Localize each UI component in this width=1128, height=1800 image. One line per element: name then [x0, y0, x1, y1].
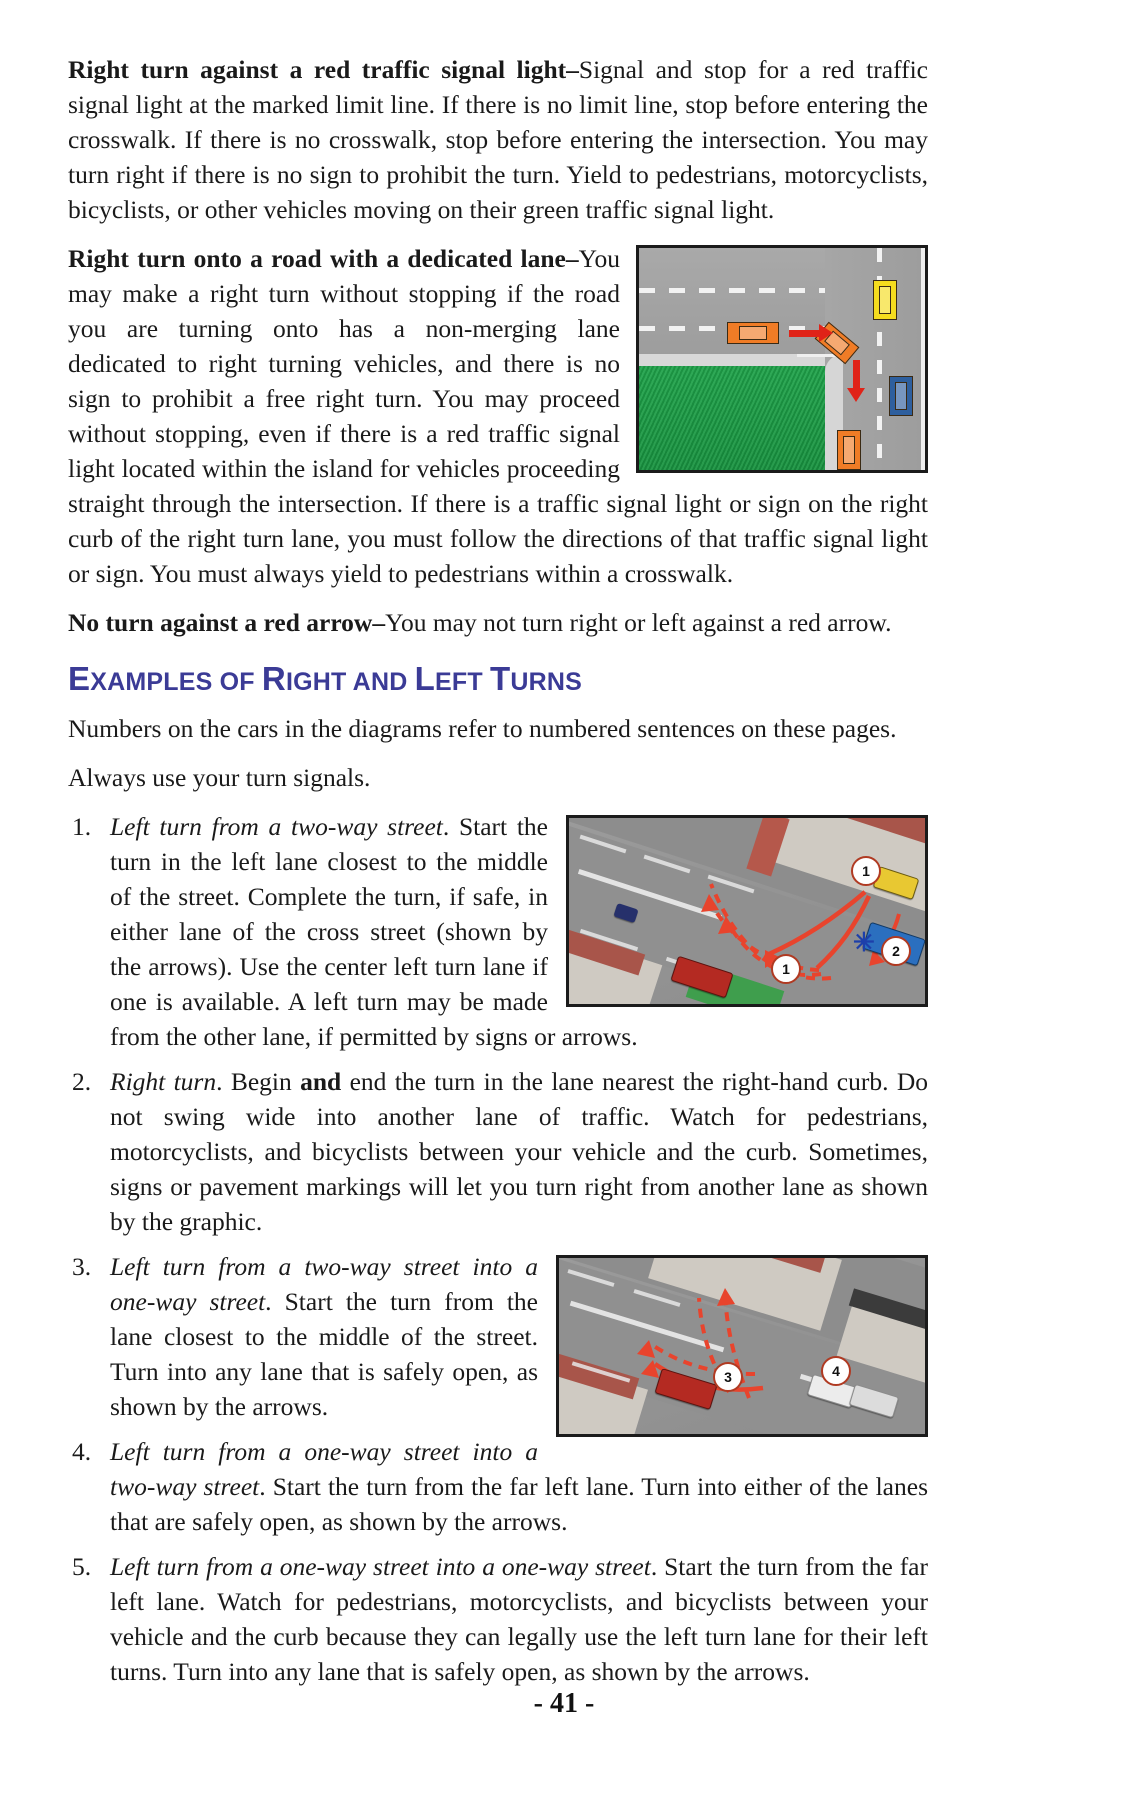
- car-blue-down: [889, 376, 913, 416]
- heading-cap-e: E: [68, 660, 91, 697]
- paragraph-lead-label: Right turn onto a road with a dedicated lane: [68, 244, 566, 273]
- car-yellow-crossing: [873, 280, 897, 320]
- grass-area: [639, 366, 825, 473]
- asterisk-marker: ✳: [853, 928, 875, 957]
- page-section-heading: [68, 660, 928, 697]
- list-item-body-post: end the turn in the lane nearest the right-hand curb. Do not swing wide into another lane of traffic. Watch for pedestrians, motorcyclists, and bicyclists between your vehicle and the curb. Sometimes, signs or pavement markings will let you turn right from another lane as shown by the graphic.: [110, 1067, 928, 1236]
- list-item-title: Left turn from a two-way street: [110, 812, 443, 841]
- section-intro-line-1: Numbers on the cars in the diagrams refer to numbered sentences on these pages.: [68, 714, 897, 743]
- arrow-right-icon: [789, 330, 819, 337]
- list-item-title: Left turn from a one-way street into a two-way street: [110, 1437, 538, 1501]
- badge-3: 3: [713, 1362, 743, 1392]
- page-content: [68, 52, 928, 1699]
- edge-line-right: [921, 248, 925, 473]
- list-item-body-pre: . Begin: [216, 1067, 301, 1096]
- numbered-turn-examples: [68, 809, 928, 1689]
- list-item-body: . Start the turn in the left lane closest to the middle of the street. Complete the turn, if safe, in either lane of the cross street (shown by the arrows). Use the center left turn lane if one is available. A left turn may be made from the other lane, if permitted by signs or arrows.: [110, 812, 638, 1051]
- list-item-body-bold: and: [300, 1067, 342, 1096]
- figure-left-turn-into-one-way-street: [556, 1255, 928, 1437]
- list-item-title: Right turn: [110, 1067, 217, 1096]
- badge-1-bottom: 1: [771, 954, 801, 984]
- paragraph-no-turn-red-arrow: [68, 605, 928, 640]
- badge-4: 4: [821, 1356, 851, 1386]
- heading-rest-left: EFT: [434, 668, 483, 696]
- list-number: 2.: [72, 1067, 92, 1096]
- paragraph-text: You may make a right turn without stopping if the road you are turning onto has a non-merging lane dedicated to right turning vehicles, and there is no sign to prohibit a free right turn. You may proceed without stopping, even if there is a red traffic signal light located within the island for vehicles proceeding straight through the intersection. If there is a traffic signal light or sign on the right curb of the right turn lane, you must follow the directions of that traffic signal light or sign. You must always yield to pedestrians within a crosswalk.: [68, 244, 928, 588]
- lane-dash-upper: [639, 288, 839, 293]
- lead-dash: –: [565, 244, 579, 273]
- list-item-body: . Start the turn from the far left lane. Turn into either of the lanes that are safely open, as shown by the arrows.: [110, 1472, 928, 1536]
- list-number: 3.: [72, 1252, 92, 1281]
- list-item-4: [68, 1434, 928, 1539]
- heading-rest-examples: XAMPLES: [90, 668, 213, 696]
- list-number: 5.: [72, 1552, 92, 1581]
- list-item-title: Left turn from a one-way street into a one-way street: [110, 1552, 651, 1581]
- intersection-scene: [559, 1258, 925, 1434]
- list-item-body: . Start the turn from the far left lane. Watch for pedestrians, motorcyclists, and bicyclists between your vehicle and the curb because they can legally use the left turn lane for their left turns. Turn into any lane that is safely open, as shown by the arrows.: [110, 1552, 928, 1686]
- heading-rest-right: IGHT: [285, 668, 347, 696]
- heading-rest-turns: URNS: [510, 668, 582, 696]
- list-item-body: . Start the turn from the lane closest to the middle of the street. Turn into any lane that is safely open, as shown by the arrows.: [110, 1287, 538, 1421]
- badge-2: 2: [881, 936, 911, 966]
- heading-cap-r: R: [261, 660, 286, 697]
- figure-left-turn-two-way-street: [566, 815, 928, 1007]
- heading-word-and: AND: [346, 668, 415, 696]
- badge-1-top: 1: [851, 856, 881, 886]
- list-number: 4.: [72, 1437, 92, 1466]
- heading-cap-t: T: [489, 660, 511, 697]
- arrow-down-icon: [853, 360, 860, 388]
- list-number: 1.: [72, 812, 92, 841]
- paragraph-lead-label: Right turn against a red traffic signal light: [68, 55, 567, 84]
- page-number: - 41 -: [533, 1688, 595, 1719]
- paragraph-right-turn-red-light: [68, 52, 928, 227]
- figure-dedicated-right-turn-lane: [636, 245, 928, 473]
- lead-dash: –: [566, 55, 579, 84]
- list-item-5: [68, 1549, 928, 1689]
- heading-cap-l: L: [414, 660, 435, 697]
- heading-word-of: OF: [212, 668, 262, 696]
- section-intro-line-2: Always use your turn signals.: [68, 763, 371, 792]
- lead-dash: –: [372, 608, 386, 637]
- list-item-2: [68, 1064, 928, 1239]
- list-item-title: Left turn from a two-way street into a one-way street: [110, 1252, 538, 1316]
- paragraph-text: You may not turn right or left against a red arrow.: [385, 608, 892, 637]
- paragraph-text: Signal and stop for a red traffic signal light at the marked limit line. If there is no limit line, stop before entering the crosswalk. If there is no crosswalk, stop before entering the intersection. You may turn right if there is no sign to prohibit the turn. Yield to pedestrians, motorcyclists, bicyclists, or other vehicles moving on their green traffic signal light.: [68, 55, 928, 224]
- heading-space: [483, 668, 490, 696]
- car-orange-bottom: [837, 430, 861, 470]
- intersection-scene: [569, 818, 925, 1004]
- paragraph-lead-label: No turn against a red arrow: [68, 608, 373, 637]
- car-orange-approaching: [727, 322, 779, 344]
